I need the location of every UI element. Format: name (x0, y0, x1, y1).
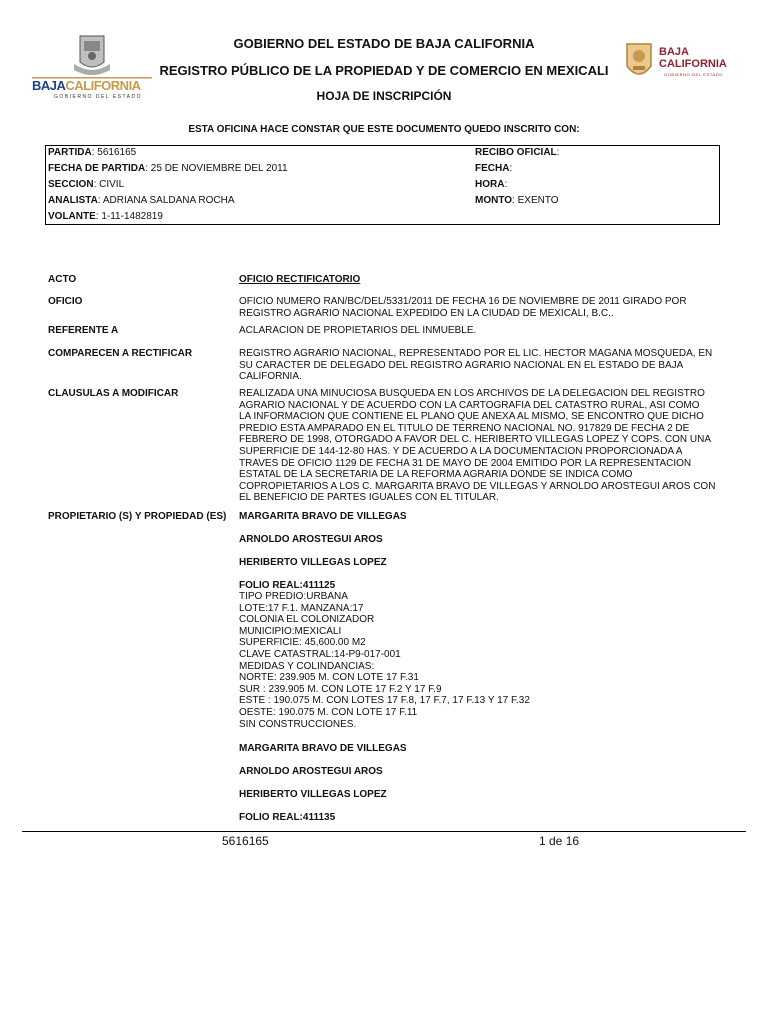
fecha-partida-value: 25 DE NOVIEMBRE DEL 2011 (150, 163, 288, 174)
recibo-row: RECIBO OFICIAL: (475, 147, 560, 158)
title-government: GOBIERNO DEL ESTADO DE BAJA CALIFORNIA (233, 36, 535, 51)
owner-4: MARGARITA BRAVO DE VILLEGAS (239, 743, 407, 754)
monto-value: EXENTO (517, 195, 559, 206)
right-logo-line2: CALIFORNIA (659, 58, 727, 70)
volante-row: VOLANTE: 1-11-1482819 (48, 211, 163, 222)
fecha-partida-row: FECHA DE PARTIDA: 25 DE NOVIEMBRE DEL 2011 (48, 163, 288, 174)
left-logo-sub: GOBIERNO DEL ESTADO (54, 94, 142, 100)
right-logo (624, 40, 740, 86)
oficio-label: OFICIO (48, 296, 83, 307)
right-logo-line1: BAJA (659, 46, 689, 58)
title-sheet: HOJA DE INSCRIPCIÓN (316, 89, 452, 103)
owner-5: ARNOLDO AROSTEGUI AROS (239, 766, 383, 777)
owner-3: HERIBERTO VILLEGAS LOPEZ (239, 557, 387, 568)
clausulas-label: CLAUSULAS A MODIFICAR (48, 388, 179, 399)
folio-1-details: TIPO PREDIO:URBANA LOTE:17 F.1. MANZANA:17 COLONIA EL COLONIZADOR MUNICIPIO:MEXICALI SUPERFICIE: 45,600.00 M2 CLAVE CATASTRAL:14-P9-017-001 MEDIDAS Y COLINDANCIAS: NORTE: 239.905 M. CON LOTE 17 F.31 SUR : 239.905 M. CON LOTE 17 F.2 Y 17 F.9 ESTE : 190.075 M. CON LOTES 17 F.8, 17 F.7, 17 F.13 Y 17 F.32 OESTE: 190.075 M. CON LOTE 17 F.11 SIN CONSTRUCCIONES. (239, 591, 530, 730)
volante-value: 1-11-1482819 (101, 211, 163, 222)
logo-word-california: CALIFORNIA (65, 78, 141, 93)
referente-value: ACLARACION DE PROPIETARIOS DEL INMUEBLE. (239, 325, 477, 336)
clausulas-value: REALIZADA UNA MINUCIOSA BUSQUEDA EN LOS ARCHIVOS DE LA DELEGACION DEL REGISTRO AGRARIO NACIONAL Y DE ACUERDO CON LA CARTOGRAFIA DEL CATASTRO RURAL, ASI COMO LA INFORMACION QUE CONTIENE EL PLANO QUE ANEXA AL MISMO, SE ENCONTRO QUE DICHO PREDIO ESTA AMPARADO EN EL TITULO DE TERRENO NACIONAL NO. 917829 DE FECHA 2 DE FEBRERO DE 1998, OTORGADO A FAVOR DEL C. HERIBERTO VILLEGAS LOPEZ Y COPS. CON UNA SUPERFICIE DE 144-12-80 HAS. Y DE ACUERDO A LA DOCUMENTACION PROPORCIONADA A TRAVES DE OFICIO 1129 DE FECHA 31 DE MAYO DE 2004 EMITIDO POR LA REPRESENTACION ESTATAL DE LA SECRETARIA DE LA REFORMA AGRARIA DONDE SE INDICA COMO COPROPIETARIOS A LOS C. MARGARITA BRAVO DE VILLEGAS Y ARNOLDO AROSTEGUI AROS CON EL BENEFICIO DE PARTES IGUALES CON EL TITULAR. (239, 388, 716, 504)
acto-value: OFICIO RECTIFICATORIO (239, 274, 361, 285)
partida-value: 5616165 (97, 147, 137, 158)
seccion-row: SECCION: CIVIL (48, 179, 125, 190)
analista-row: ANALISTA: ADRIANA SALDANA ROCHA (48, 195, 235, 206)
inscription-notice: ESTA OFICINA HACE CONSTAR QUE ESTE DOCUMENTO QUEDO INSCRITO CON: (188, 124, 580, 135)
oficio-value: OFICIO NUMERO RAN/BC/DEL/5331/2011 DE FECHA 16 DE NOVIEMBRE DE 2011 GIRADO POR REGISTRO AGRARIO NACIONAL EXPEDIDO EN LA CIUDAD DE MEXICALI, B.C.. (239, 296, 687, 319)
owner-2: ARNOLDO AROSTEGUI AROS (239, 534, 383, 545)
footer-page-number: 1 de 16 (539, 834, 580, 848)
propietarios-label: PROPIETARIO (S) Y PROPIEDAD (ES) (48, 511, 227, 522)
referente-label: REFERENTE A (48, 325, 119, 336)
seccion-value: CIVIL (99, 179, 125, 190)
hora-row: HORA: (475, 179, 508, 190)
owner-6: HERIBERTO VILLEGAS LOPEZ (239, 789, 387, 800)
fecha-row: FECHA: (475, 163, 513, 174)
folio-real-1: FOLIO REAL:411125 (239, 580, 336, 591)
footer-divider (22, 831, 746, 832)
logo-word-baja: BAJA (32, 78, 66, 93)
owner-1: MARGARITA BRAVO DE VILLEGAS (239, 511, 407, 522)
comparecen-value: REGISTRO AGRARIO NACIONAL, REPRESENTADO POR EL LIC. HECTOR MAGANA MOSQUEDA, EN SU CARACTER DE DELEGADO DEL REGISTRO AGRARIO NACIONAL EN EL ESTADO DE BAJA CALIFORNIA. (239, 348, 713, 383)
title-registry: REGISTRO PÚBLICO DE LA PROPIEDAD Y DE COMERCIO EN MEXICALI (159, 63, 609, 78)
monto-row: MONTO: EXENTO (475, 195, 559, 206)
acto-label: ACTO (48, 274, 77, 285)
folio-real-2: FOLIO REAL:411135 (239, 812, 336, 823)
footer-partida: 5616165 (222, 834, 269, 848)
analista-value: ADRIANA SALDANA ROCHA (102, 195, 235, 206)
comparecen-label: COMPARECEN A RECTIFICAR (48, 348, 193, 359)
shield-icon (624, 40, 654, 84)
partida-row: PARTIDA: 5616165 (48, 147, 137, 158)
right-logo-sub: GOBIERNO DEL ESTADO (664, 72, 723, 77)
